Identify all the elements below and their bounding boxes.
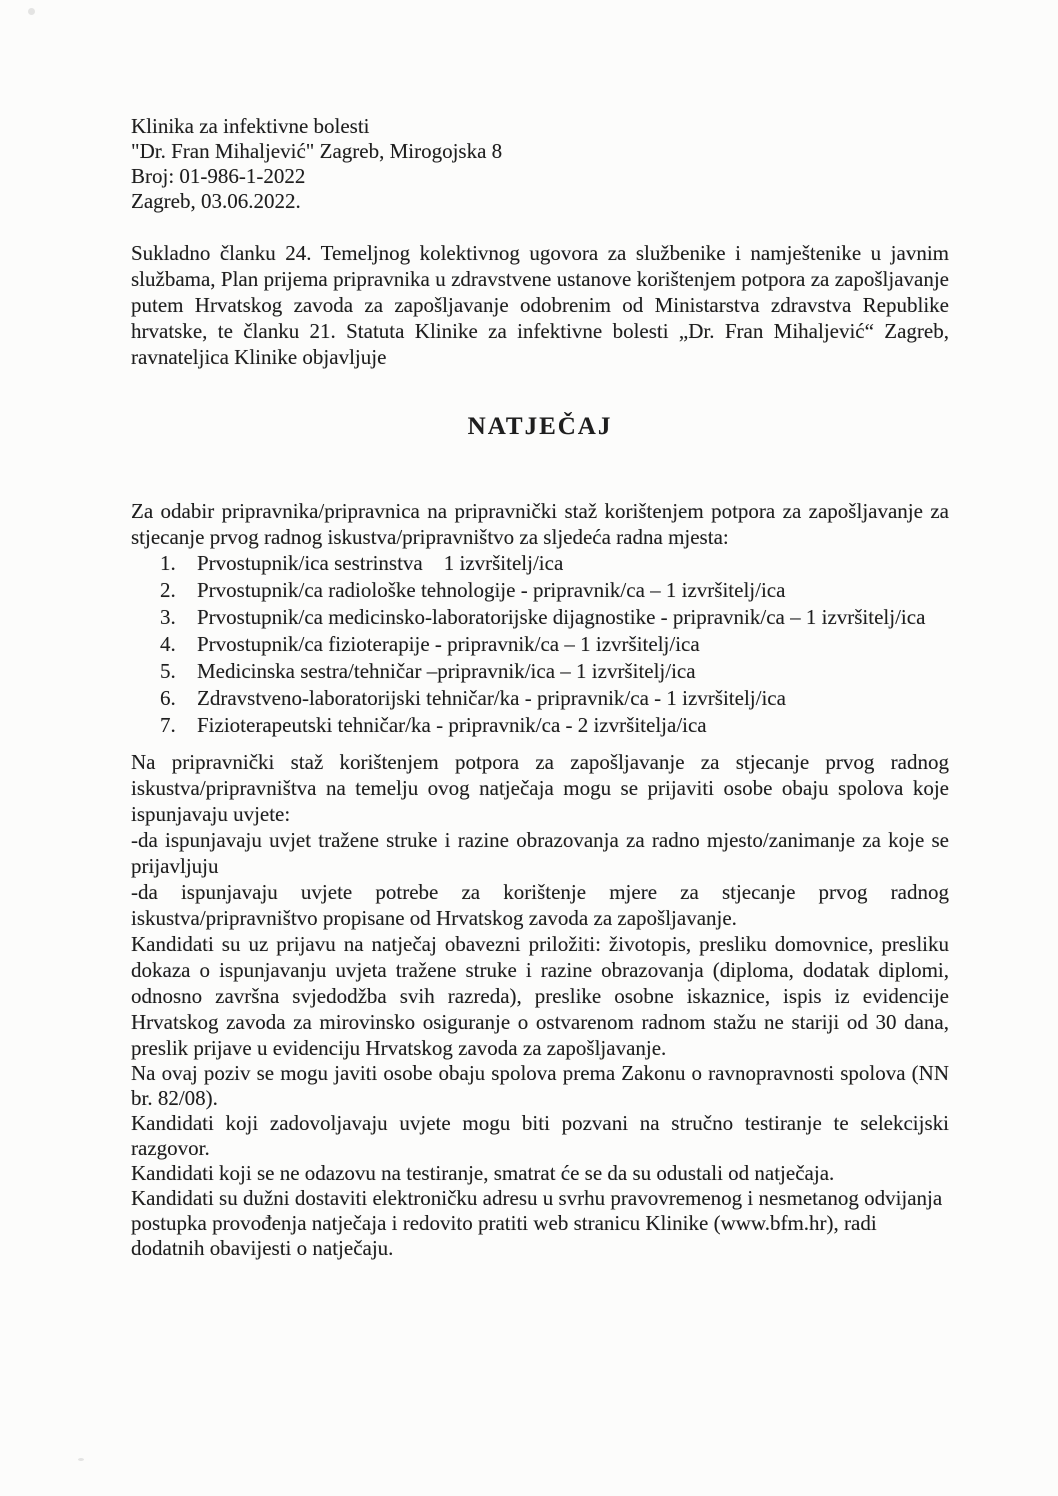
position-text: Prvostupnik/ca fizioterapije - pripravnik/ca – 1 izvršitelj/ica bbox=[197, 632, 700, 656]
paragraph-required-documents: Kandidati su uz prijavu na natječaj obavezni priložiti: životopis, presliku domovnice, presliku dokaza o ispunjavanju uvjeta tražene struke i razine obrazovanja (diploma, dodatak diplomi, odnosno završna svjedodžba svih razreda), preslike osobne iskaznice, ispis iz evidencije Hrvatskog zavoda za mirovinsko osiguranje o ostvarenom radnom stažu ne stariji od 30 dana, preslik prijave u evidenciju Hrvatskog zavoda za zapošljavanje. bbox=[131, 932, 949, 1060]
position-number: 3. bbox=[160, 605, 176, 629]
paragraph-condition-1: -da ispunjavaju uvjet tražene struke i razine obrazovanja za radno mjesto/zanimanje za koje se prijavljuju bbox=[131, 828, 949, 878]
letterhead-document-number: Broj: 01-986-1-2022 bbox=[131, 164, 306, 188]
scan-noise bbox=[78, 1458, 84, 1461]
paragraph-email-notice: Kandidati su dužni dostaviti elektroničku adresu u svrhu pravovremenog i nesmetanog odvijanja postupka provođenja natječaja i redovito pratiti web stranicu Klinike (www.bfm.hr), radi dodatnih obavijesti o natječaju. bbox=[131, 1186, 943, 1260]
positions-list bbox=[131, 550, 949, 739]
position-number: 1. bbox=[160, 551, 176, 575]
position-text: Prvostupnik/ca medicinsko-laboratorijske dijagnostike - pripravnik/ca – 1 izvršitelj/ica bbox=[197, 605, 926, 629]
paragraph-no-show: Kandidati koji se ne odazovu na testiranje, smatrat će se da su odustali od natječaja. bbox=[131, 1161, 835, 1185]
position-text: Zdravstveno-laboratorijski tehničar/ka - pripravnik/ca - 1 izvršitelj/ica bbox=[197, 686, 786, 710]
position-text: Prvostupnik/ca radiološke tehnologije - pripravnik/ca – 1 izvršitelj/ica bbox=[197, 578, 786, 602]
scan-noise bbox=[28, 8, 35, 15]
position-item bbox=[131, 577, 949, 604]
paragraph-lead: Za odabir pripravnika/pripravnica na pripravnički staž korištenjem potpora za zapošljavanje za stjecanje prvog radnog iskustva/pripravništvo za sljedeća radna mjesta: bbox=[131, 499, 949, 549]
letterhead bbox=[131, 114, 949, 214]
paragraph-testing: Kandidati koji zadovoljavaju uvjete mogu biti pozvani na stručno testiranje te selekcijski razgovor. bbox=[131, 1111, 949, 1160]
letterhead-place-date: Zagreb, 03.06.2022. bbox=[131, 189, 301, 213]
position-text: Fizioterapeutski tehničar/ka - pripravnik/ca - 2 izvršitelja/ica bbox=[197, 713, 707, 737]
letterhead-institution: Klinika za infektivne bolesti bbox=[131, 114, 370, 138]
paragraph-eligibility: Na pripravnički staž korištenjem potpora za zapošljavanje za stjecanje prvog radnog iskustva/pripravništva na temelju ovog natječaja mogu se prijaviti osobe obaju spolova koje ispunjavaju uvjete: bbox=[131, 750, 949, 826]
position-item bbox=[131, 685, 949, 712]
paragraph-equal-opportunity: Na ovaj poziv se mogu javiti osobe obaju spolova prema Zakonu o ravnopravnosti spolova (NN br. 82/08). bbox=[131, 1061, 949, 1110]
position-number: 4. bbox=[160, 632, 176, 656]
position-number: 5. bbox=[160, 659, 176, 683]
position-number: 7. bbox=[160, 713, 176, 737]
document-title: NATJEČAJ bbox=[467, 413, 613, 440]
paragraph-intro: Sukladno članku 24. Temeljnog kolektivnog ugovora za službenike i namještenike u javnim službama, Plan prijema pripravnika u zdravstvene ustanove korištenjem potpora za zapošljavanje putem Hrvatskog zavoda za zapošljavanje odobrenim od Ministarstva zdravstva Republike hrvatske, te članku 21. Statuta Klinike za infektivne bolesti „Dr. Fran Mihaljević“ Zagreb, ravnateljica Klinike objavljuje bbox=[131, 241, 949, 369]
position-number: 6. bbox=[160, 686, 176, 710]
position-item bbox=[131, 604, 949, 631]
letterhead-institution-address: "Dr. Fran Mihaljević" Zagreb, Mirogojska 8 bbox=[131, 139, 503, 163]
position-item bbox=[131, 631, 949, 658]
position-text: Medicinska sestra/tehničar –pripravnik/ica – 1 izvršitelj/ica bbox=[197, 659, 696, 683]
paragraph-condition-2: -da ispunjavaju uvjete potrebe za korištenje mjere za stjecanje prvog radnog iskustva/pripravništvo propisane od Hrvatskog zavoda za zapošljavanje. bbox=[131, 880, 949, 930]
position-item bbox=[131, 658, 949, 685]
closing-paragraphs bbox=[131, 1061, 949, 1261]
position-text: Prvostupnik/ica sestrinstva 1 izvršitelj/ica bbox=[197, 551, 564, 575]
position-number: 2. bbox=[160, 578, 176, 602]
position-item bbox=[131, 712, 949, 739]
position-item bbox=[131, 550, 949, 577]
document-content bbox=[131, 114, 949, 1261]
